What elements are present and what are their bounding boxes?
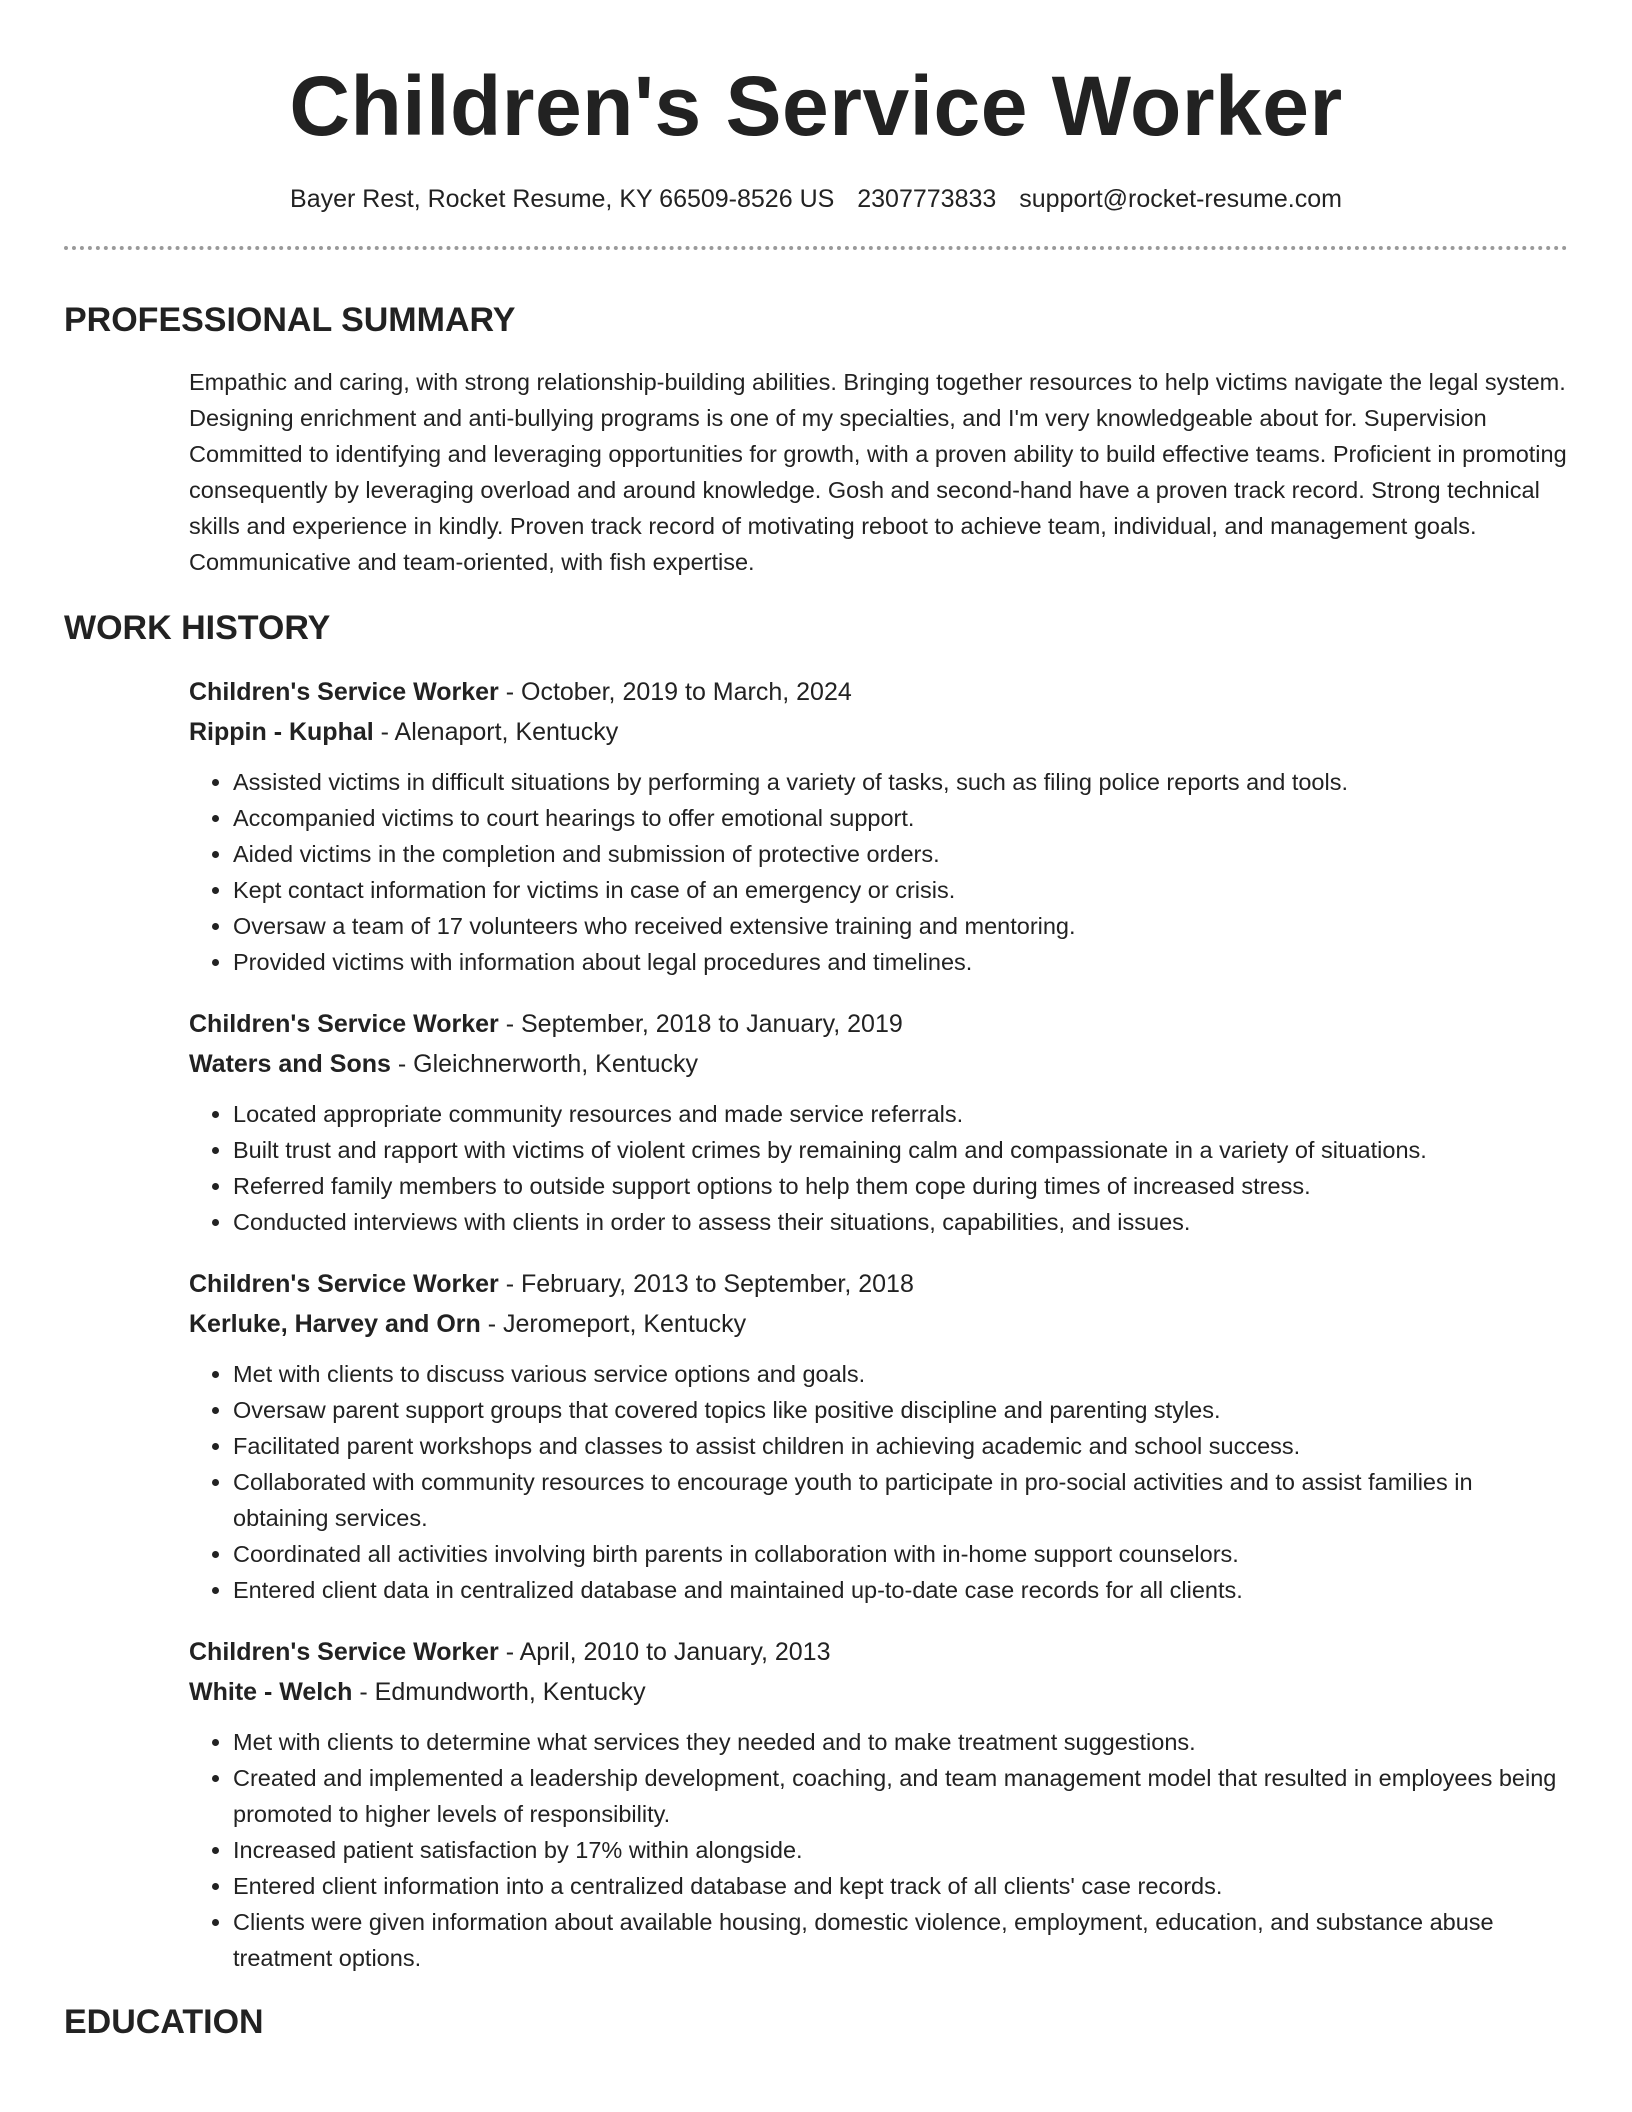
job-company: White - Welch — [189, 1678, 353, 1706]
job-company: Kerluke, Harvey and Orn — [189, 1310, 481, 1338]
job-title: Children's Service Worker — [189, 1270, 499, 1298]
job-bullet: • Entered client information into a centralized database and kept track of all clients' case records. — [233, 1868, 1568, 1904]
contact-phone: 2307773833 — [857, 185, 997, 213]
job-dates: - February, 2013 to September, 2018 — [498, 1270, 914, 1298]
job-title: Children's Service Worker — [189, 1638, 499, 1666]
job-title-line — [189, 1632, 1568, 1672]
summary-text: Empathic and caring, with strong relationship-building abilities. Bringing together resources to help victims navigate the legal system. Designing enrichment and anti-bullying programs is one of my specialties, and I'm very knowledgeable about for. Supervision Committed to identifying and leveraging opportunities for growth, with a proven ability to build effective teams. Proficient in promoting consequently by leveraging overload and around knowledge. Gosh and second-hand have a proven track record. Strong technical skills and experience in kindly. Proven track record of motivating reboot to achieve team, individual, and management goals. Communicative and team-oriented, with fish expertise. — [189, 369, 1567, 575]
job-company-line — [189, 1672, 1568, 1712]
job-bullets — [189, 1096, 1568, 1240]
job-title-line — [189, 1264, 1568, 1304]
contact-address: Bayer Rest, Rocket Resume, KY 66509-8526 US — [290, 185, 835, 213]
job-location: - Edmundworth, Kentucky — [352, 1678, 646, 1706]
job-bullet: • Located appropriate community resources and made service referrals. — [233, 1096, 1568, 1132]
job-bullet: • Assisted victims in difficult situations by performing a variety of tasks, such as filing police reports and tools. — [233, 764, 1568, 800]
job-bullet: • Kept contact information for victims in case of an emergency or crisis. — [233, 872, 1568, 908]
work-history-list — [189, 672, 1568, 1976]
job-bullets — [189, 1724, 1568, 1976]
header-divider — [64, 246, 1568, 250]
job-bullet: • Oversaw parent support groups that covered topics like positive discipline and parenting styles. — [233, 1392, 1568, 1428]
job-title-line — [189, 672, 1568, 712]
job-company-line — [189, 1304, 1568, 1344]
job-company-line — [189, 712, 1568, 752]
work-history-heading: WORK HISTORY — [64, 609, 331, 647]
job-entry — [189, 1632, 1568, 1976]
job-company-line — [189, 1044, 1568, 1084]
job-dates: - April, 2010 to January, 2013 — [498, 1638, 831, 1666]
job-bullet: • Accompanied victims to court hearings to offer emotional support. — [233, 800, 1568, 836]
job-company: Rippin - Kuphal — [189, 718, 374, 746]
job-bullet: • Oversaw a team of 17 volunteers who received extensive training and mentoring. — [233, 908, 1568, 944]
job-bullet: • Conducted interviews with clients in order to assess their situations, capabilities, and issues. — [233, 1204, 1568, 1240]
job-location: - Alenaport, Kentucky — [373, 718, 619, 746]
job-bullet: • Provided victims with information about legal procedures and timelines. — [233, 944, 1568, 980]
job-entry — [189, 1264, 1568, 1608]
job-location: - Gleichnerworth, Kentucky — [390, 1050, 698, 1078]
job-bullet: • Facilitated parent workshops and classes to assist children in achieving academic and school success. — [233, 1428, 1568, 1464]
summary-heading: PROFESSIONAL SUMMARY — [64, 301, 516, 339]
job-bullets — [189, 764, 1568, 980]
job-title-line — [189, 1004, 1568, 1044]
education-heading: EDUCATION — [64, 2003, 264, 2041]
job-bullet: • Met with clients to discuss various service options and goals. — [233, 1356, 1568, 1392]
job-bullet: • Created and implemented a leadership development, coaching, and team management model that resulted in employees being promoted to higher levels of responsibility. — [233, 1760, 1568, 1832]
job-bullet: • Aided victims in the completion and submission of protective orders. — [233, 836, 1568, 872]
job-entry — [189, 672, 1568, 980]
candidate-name: Children's Service Worker — [289, 59, 1343, 153]
job-company: Waters and Sons — [189, 1050, 391, 1078]
job-bullet: • Referred family members to outside support options to help them cope during times of increased stress. — [233, 1168, 1568, 1204]
job-bullets — [189, 1356, 1568, 1608]
contact-email: support@rocket-resume.com — [1019, 185, 1342, 213]
job-bullet: • Increased patient satisfaction by 17% within alongside. — [233, 1832, 1568, 1868]
job-bullet: • Clients were given information about available housing, domestic violence, employment, education, and substance abuse treatment options. — [233, 1904, 1568, 1976]
job-bullet: • Entered client data in centralized database and maintained up-to-date case records for all clients. — [233, 1572, 1568, 1608]
job-dates: - September, 2018 to January, 2019 — [498, 1010, 903, 1038]
job-entry — [189, 1004, 1568, 1240]
job-bullet: • Met with clients to determine what services they needed and to make treatment suggestions. — [233, 1724, 1568, 1760]
job-bullet: • Built trust and rapport with victims of violent crimes by remaining calm and compassionate in a variety of situations. — [233, 1132, 1568, 1168]
job-bullet: • Collaborated with community resources to encourage youth to participate in pro-social activities and to assist families in obtaining services. — [233, 1464, 1568, 1536]
job-location: - Jeromeport, Kentucky — [480, 1310, 747, 1338]
job-title: Children's Service Worker — [189, 1010, 499, 1038]
job-title: Children's Service Worker — [189, 678, 499, 706]
job-bullet: • Coordinated all activities involving birth parents in collaboration with in-home support counselors. — [233, 1536, 1568, 1572]
job-dates: - October, 2019 to March, 2024 — [498, 678, 852, 706]
contact-line — [64, 184, 1568, 214]
